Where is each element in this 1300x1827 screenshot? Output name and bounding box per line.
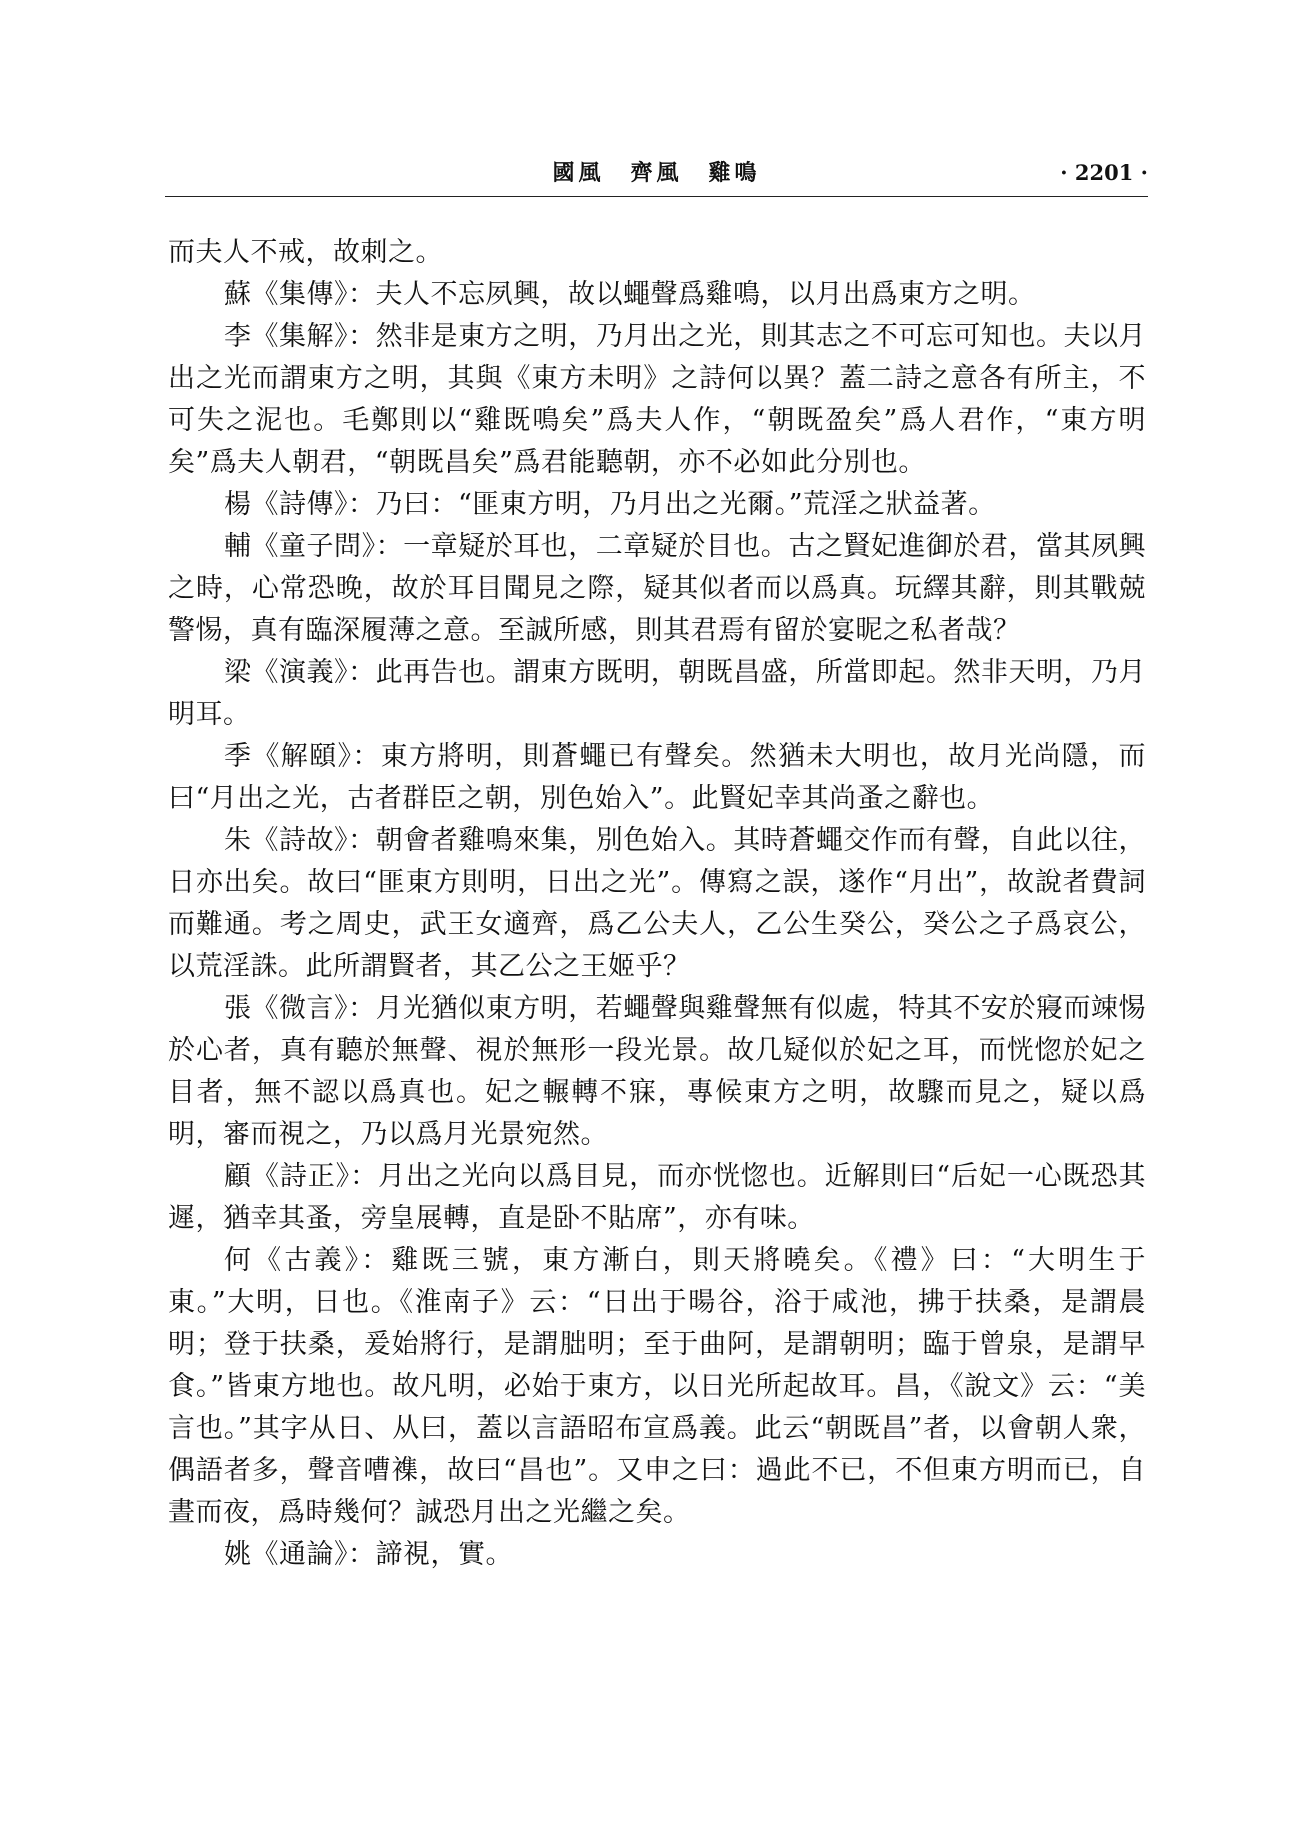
paragraph-su-jizhuan: 蘇《集傳》：夫人不忘夙興，故以蠅聲爲雞鳴，以月出爲東方之明。: [224, 279, 1036, 310]
paragraph-zhu-shigu: 朱《詩故》：朝會者雞鳴來集，別色始入。其時蒼蠅交作而有聲，自此以往，日亦出矣。故曰“匪東方則明，日出之光”。傳寫之誤，遂作“月出”，故說者費詞而難通。考之周史，武王女適齊，爲乙公夫人，乙公生癸公，癸公之子爲哀公，以荒淫誅。此所謂賢者，其乙公之王姬乎？: [168, 825, 1146, 982]
running-head: [165, 158, 1148, 198]
running-title: 國風 齊風 雞鳴: [552, 160, 761, 186]
paragraph-fu-tongziwen: 輔《童子問》：一章疑於耳也，二章疑於目也。古之賢妃進御於君，當其夙興之時，心常恐晚，故於耳目聞見之際，疑其似者而以爲真。玩繹其辭，則其戰兢警惕，真有臨深履薄之意。至誠所感，則其君焉有留於宴昵之私者哉？: [168, 531, 1146, 646]
header-rule: [165, 196, 1148, 197]
body-text: [168, 232, 1146, 1576]
paragraph-yao-tonglun: 姚《通論》：諦視，實。: [224, 1539, 513, 1570]
paragraph-he-guyi: 何《古義》：雞既三號，東方漸白，則天將曉矣。《禮》曰：“大明生于東。”大明，日也。《淮南子》云：“日出于暘谷，浴于咸池，拂于扶桑，是謂晨明；登于扶桑，爰始將行，是謂朏明；至于曲阿，是謂朝明；臨于曾泉，是謂早食。”皆東方地也。故凡明，必始于東方，以日光所起故耳。昌，《說文》云：“美言也。”其字从日、从曰，蓋以言語昭布宣爲義。此云“朝既昌”者，以會朝人衆，偶語者多，聲音嘈襍，故曰“昌也”。又申之曰：過此不已，不但東方明而已，自晝而夜，爲時幾何？誠恐月出之光繼之矣。: [168, 1245, 1146, 1528]
paragraph-zhang-weiyan: 張《微言》：月光猶似東方明，若蠅聲與雞聲無有似處，特其不安於寢而竦惕於心者，真有聽於無聲、視於無形一段光景。故几疑似於妃之耳，而恍惚於妃之目者，無不認以爲真也。妃之輾轉不寐，專候東方之明，故驟而見之，疑以爲明，審而視之，乃以爲月光景宛然。: [168, 993, 1146, 1150]
page-number: · 2201 ·: [1060, 160, 1148, 185]
paragraph-ji-jieyi: 季《解頤》：東方將明，則蒼蠅已有聲矣。然猶未大明也，故月光尚隱，而曰“月出之光，古者群臣之朝，別色始入”。此賢妃幸其尚蚤之辭也。: [168, 741, 1146, 814]
paragraph-liang-yanyi: 梁《演義》：此再告也。謂東方既明，朝既昌盛，所當即起。然非天明，乃月明耳。: [168, 657, 1146, 730]
paragraph-yang-shizhuan: 楊《詩傳》：乃曰：“匪東方明，乃月出之光爾。”荒淫之狀益著。: [224, 489, 996, 520]
paragraph-li-jijie: 李《集解》：然非是東方之明，乃月出之光，則其志之不可忘可知也。夫以月出之光而謂東方之明，其與《東方未明》之詩何以異？蓋二詩之意各有所主，不可失之泥也。毛鄭則以“雞既鳴矣”爲夫人作，“朝既盈矣”爲人君作，“東方明矣”爲夫人朝君，“朝既昌矣”爲君能聽朝，亦不必如此分別也。: [168, 321, 1146, 478]
paragraph-gu-shizheng: 顧《詩正》：月出之光向以爲目見，而亦恍惚也。近解則曰“后妃一心既恐其遲，猶幸其蚤，旁皇展轉，直是卧不貼席”，亦有味。: [168, 1161, 1146, 1234]
paragraph-continuation: 而夫人不戒，故刺之。: [168, 237, 443, 268]
